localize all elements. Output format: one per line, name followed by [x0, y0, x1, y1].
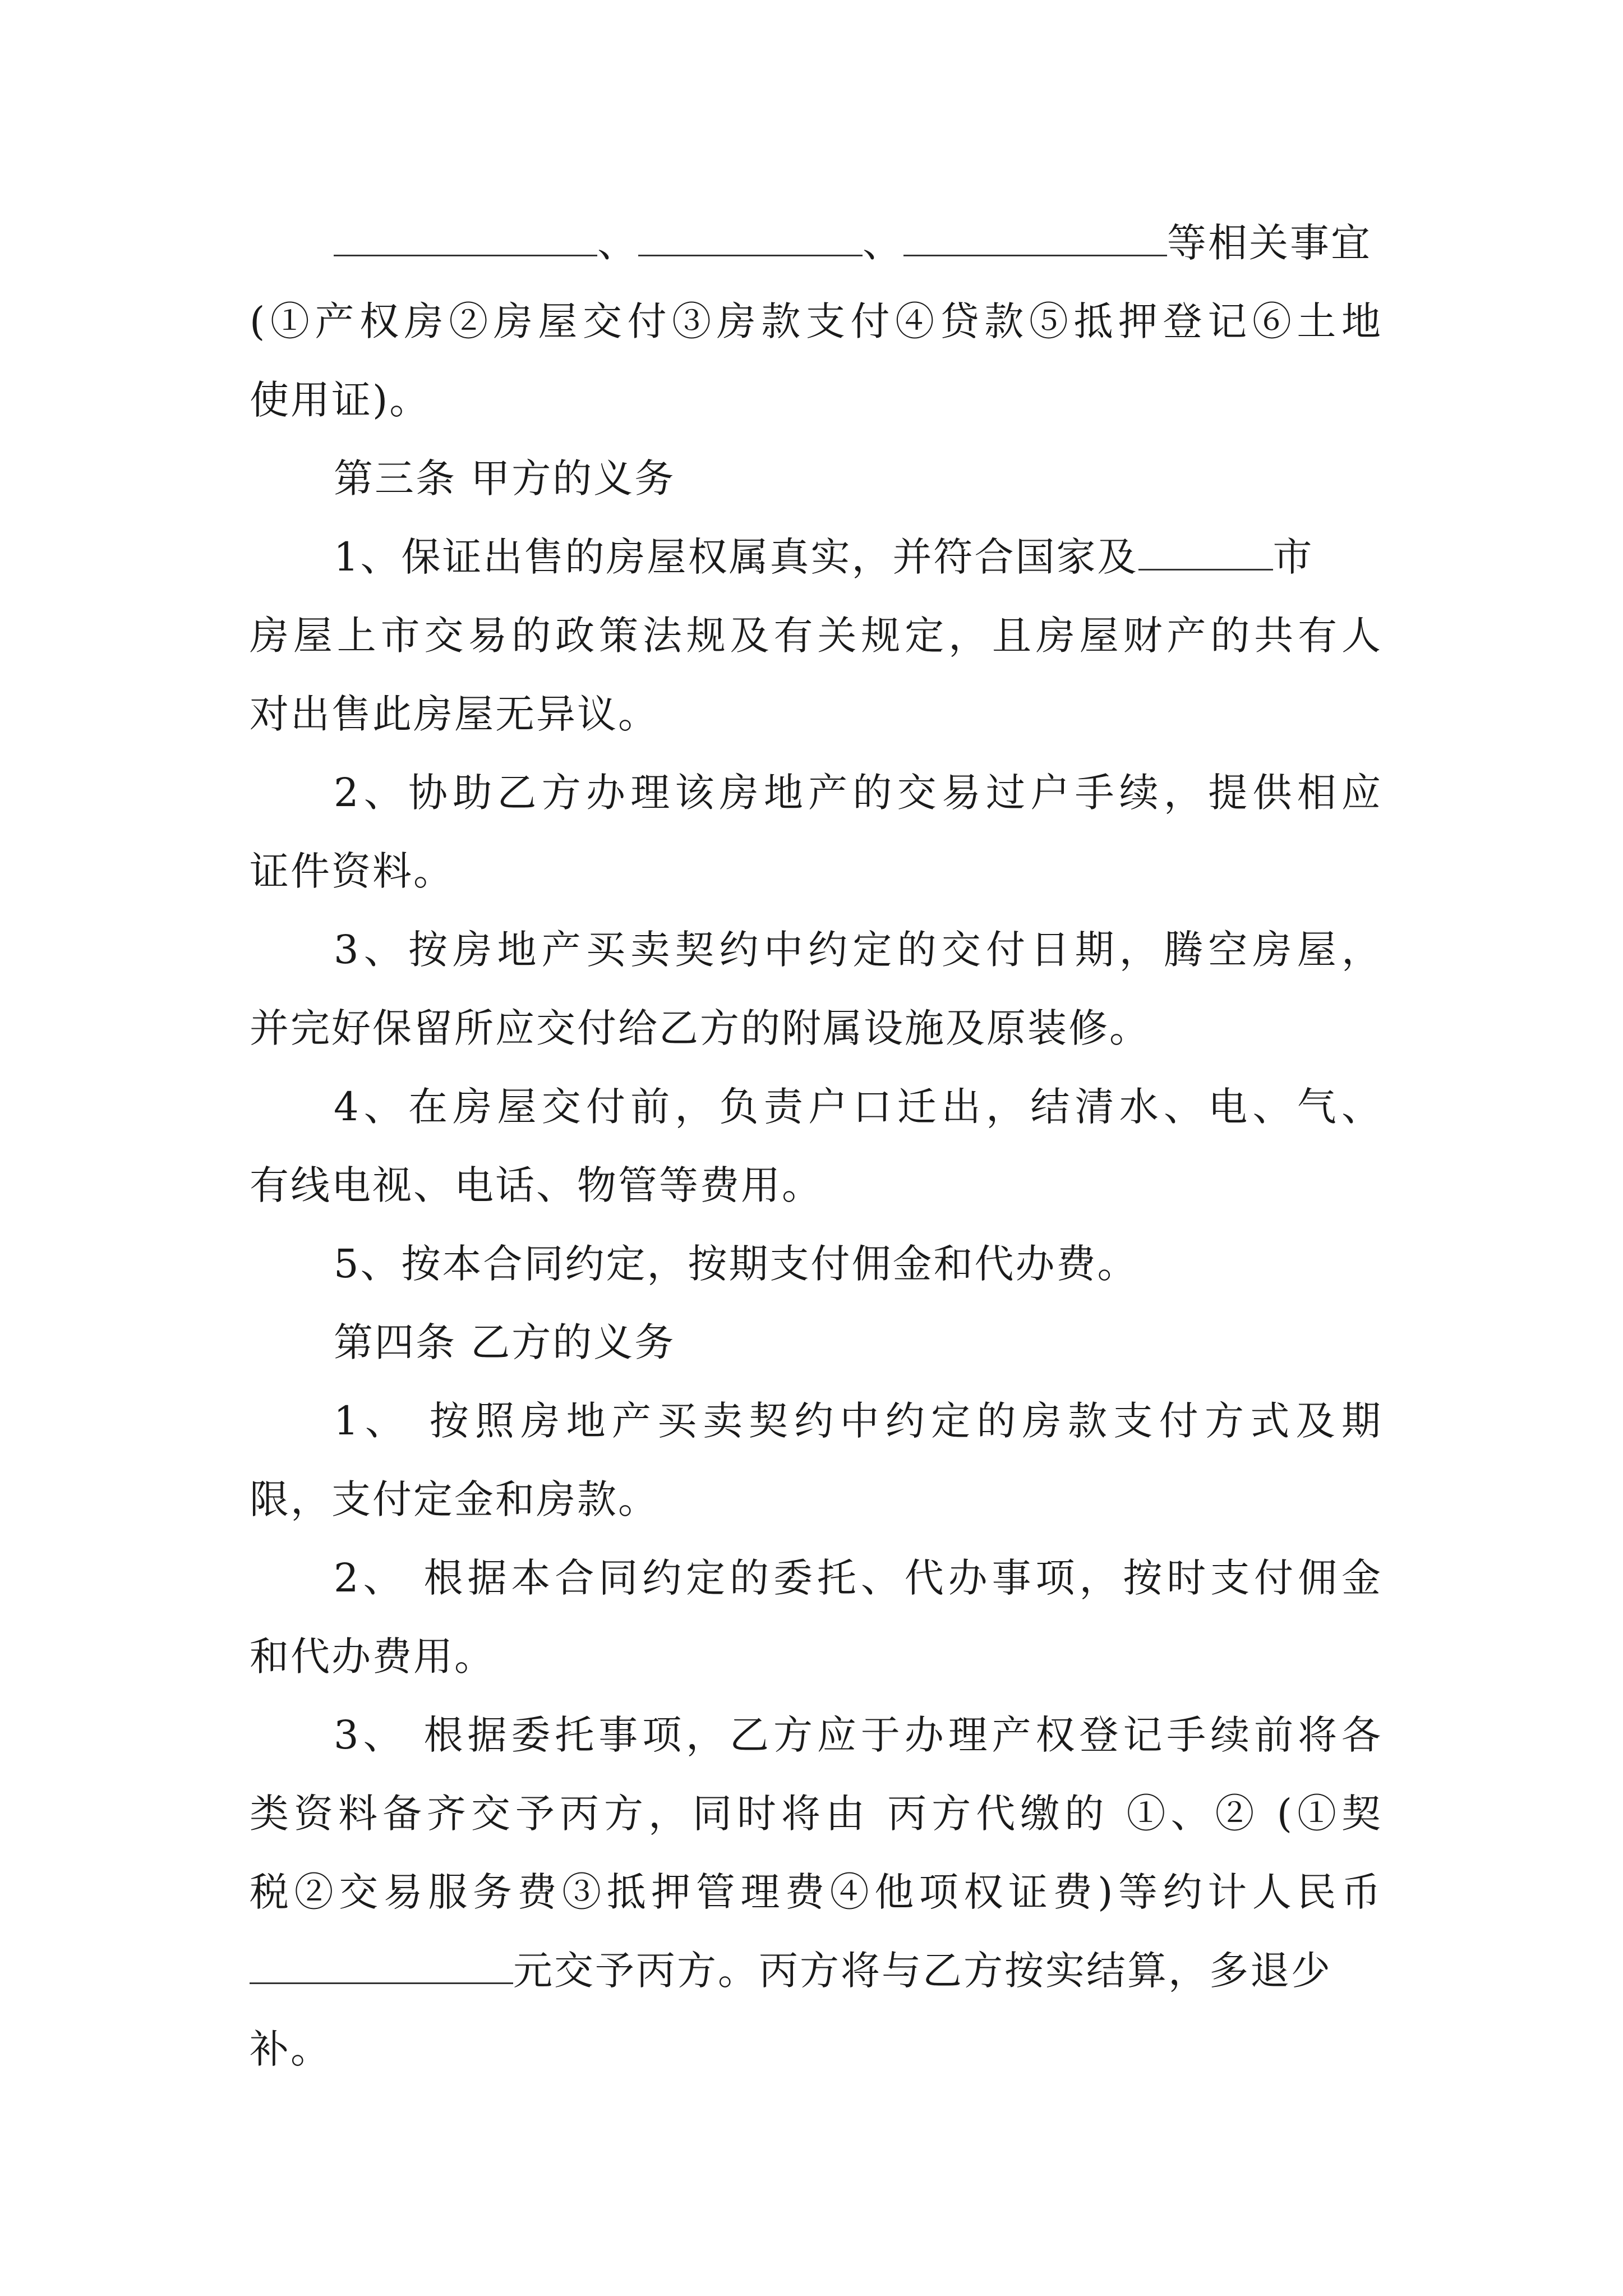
section-heading-3: 第三条 甲方的义务: [334, 455, 676, 501]
fill-blank[interactable]: [334, 221, 597, 256]
text-line-5: 1、保证出售的房屋权属真实，并符合国家及 市: [334, 534, 1314, 580]
text-line-8: 2、协助乙方办理该房地产的交易过户手续，提供相应: [334, 770, 1382, 816]
section-heading-4: 第四条 乙方的义务: [334, 1319, 676, 1365]
text-line-24: 补。: [250, 2026, 331, 2072]
text-line-23: 元交予丙方。丙方将与乙方按实结算，多退少: [250, 1945, 1382, 1996]
text-line-13: 有线电视、电话、物管等费用。: [250, 1162, 823, 1208]
fill-blank[interactable]: [903, 221, 1167, 256]
text-line-19: 和代办费用。: [250, 1634, 495, 1680]
text-line-16: 1、 按照房地产买卖契约中约定的房款支付方式及期: [334, 1398, 1382, 1444]
text-line-20: 3、 根据委托事项，乙方应于办理产权登记手续前将各: [334, 1712, 1382, 1758]
text-line-1: 、 、 等相关事宜: [334, 218, 1382, 268]
text-line-9: 证件资料。: [250, 848, 454, 894]
text-line-6: 房屋上市交易的政策法规及有关规定，且房屋财产的共有人: [250, 613, 1382, 659]
text-line-17: 限，支付定金和房款。: [250, 1476, 659, 1522]
text-line-3: 使用证)。: [250, 377, 431, 423]
fill-blank[interactable]: [1138, 535, 1273, 570]
text-line-18: 2、 根据本合同约定的委托、代办事项，按时支付佣金: [334, 1555, 1382, 1601]
text-line-21: 类资料备齐交予丙方，同时将由 丙方代缴的 ①、② (①契: [250, 1791, 1382, 1837]
text-line-10: 3、按房地产买卖契约中约定的交付日期，腾空房屋，: [334, 927, 1382, 973]
text-line-14: 5、按本合同约定，按期支付佣金和代办费。: [334, 1241, 1138, 1287]
fill-blank-amount[interactable]: [250, 1949, 513, 1984]
text-line-12: 4、在房屋交付前，负责户口迁出，结清水、电、气、: [334, 1084, 1382, 1130]
text-line-22: 税②交易服务费③抵押管理费④他项权证费)等约计人民币: [250, 1869, 1382, 1915]
text-line-7: 对出售此房屋无异议。: [250, 691, 659, 737]
text-line-11: 并完好保留所应交付给乙方的附属设施及原装修。: [250, 1005, 1150, 1051]
text-line-2: (①产权房②房屋交付③房款支付④贷款⑤抵押登记⑥土地: [250, 298, 1382, 344]
fill-blank[interactable]: [638, 221, 863, 256]
